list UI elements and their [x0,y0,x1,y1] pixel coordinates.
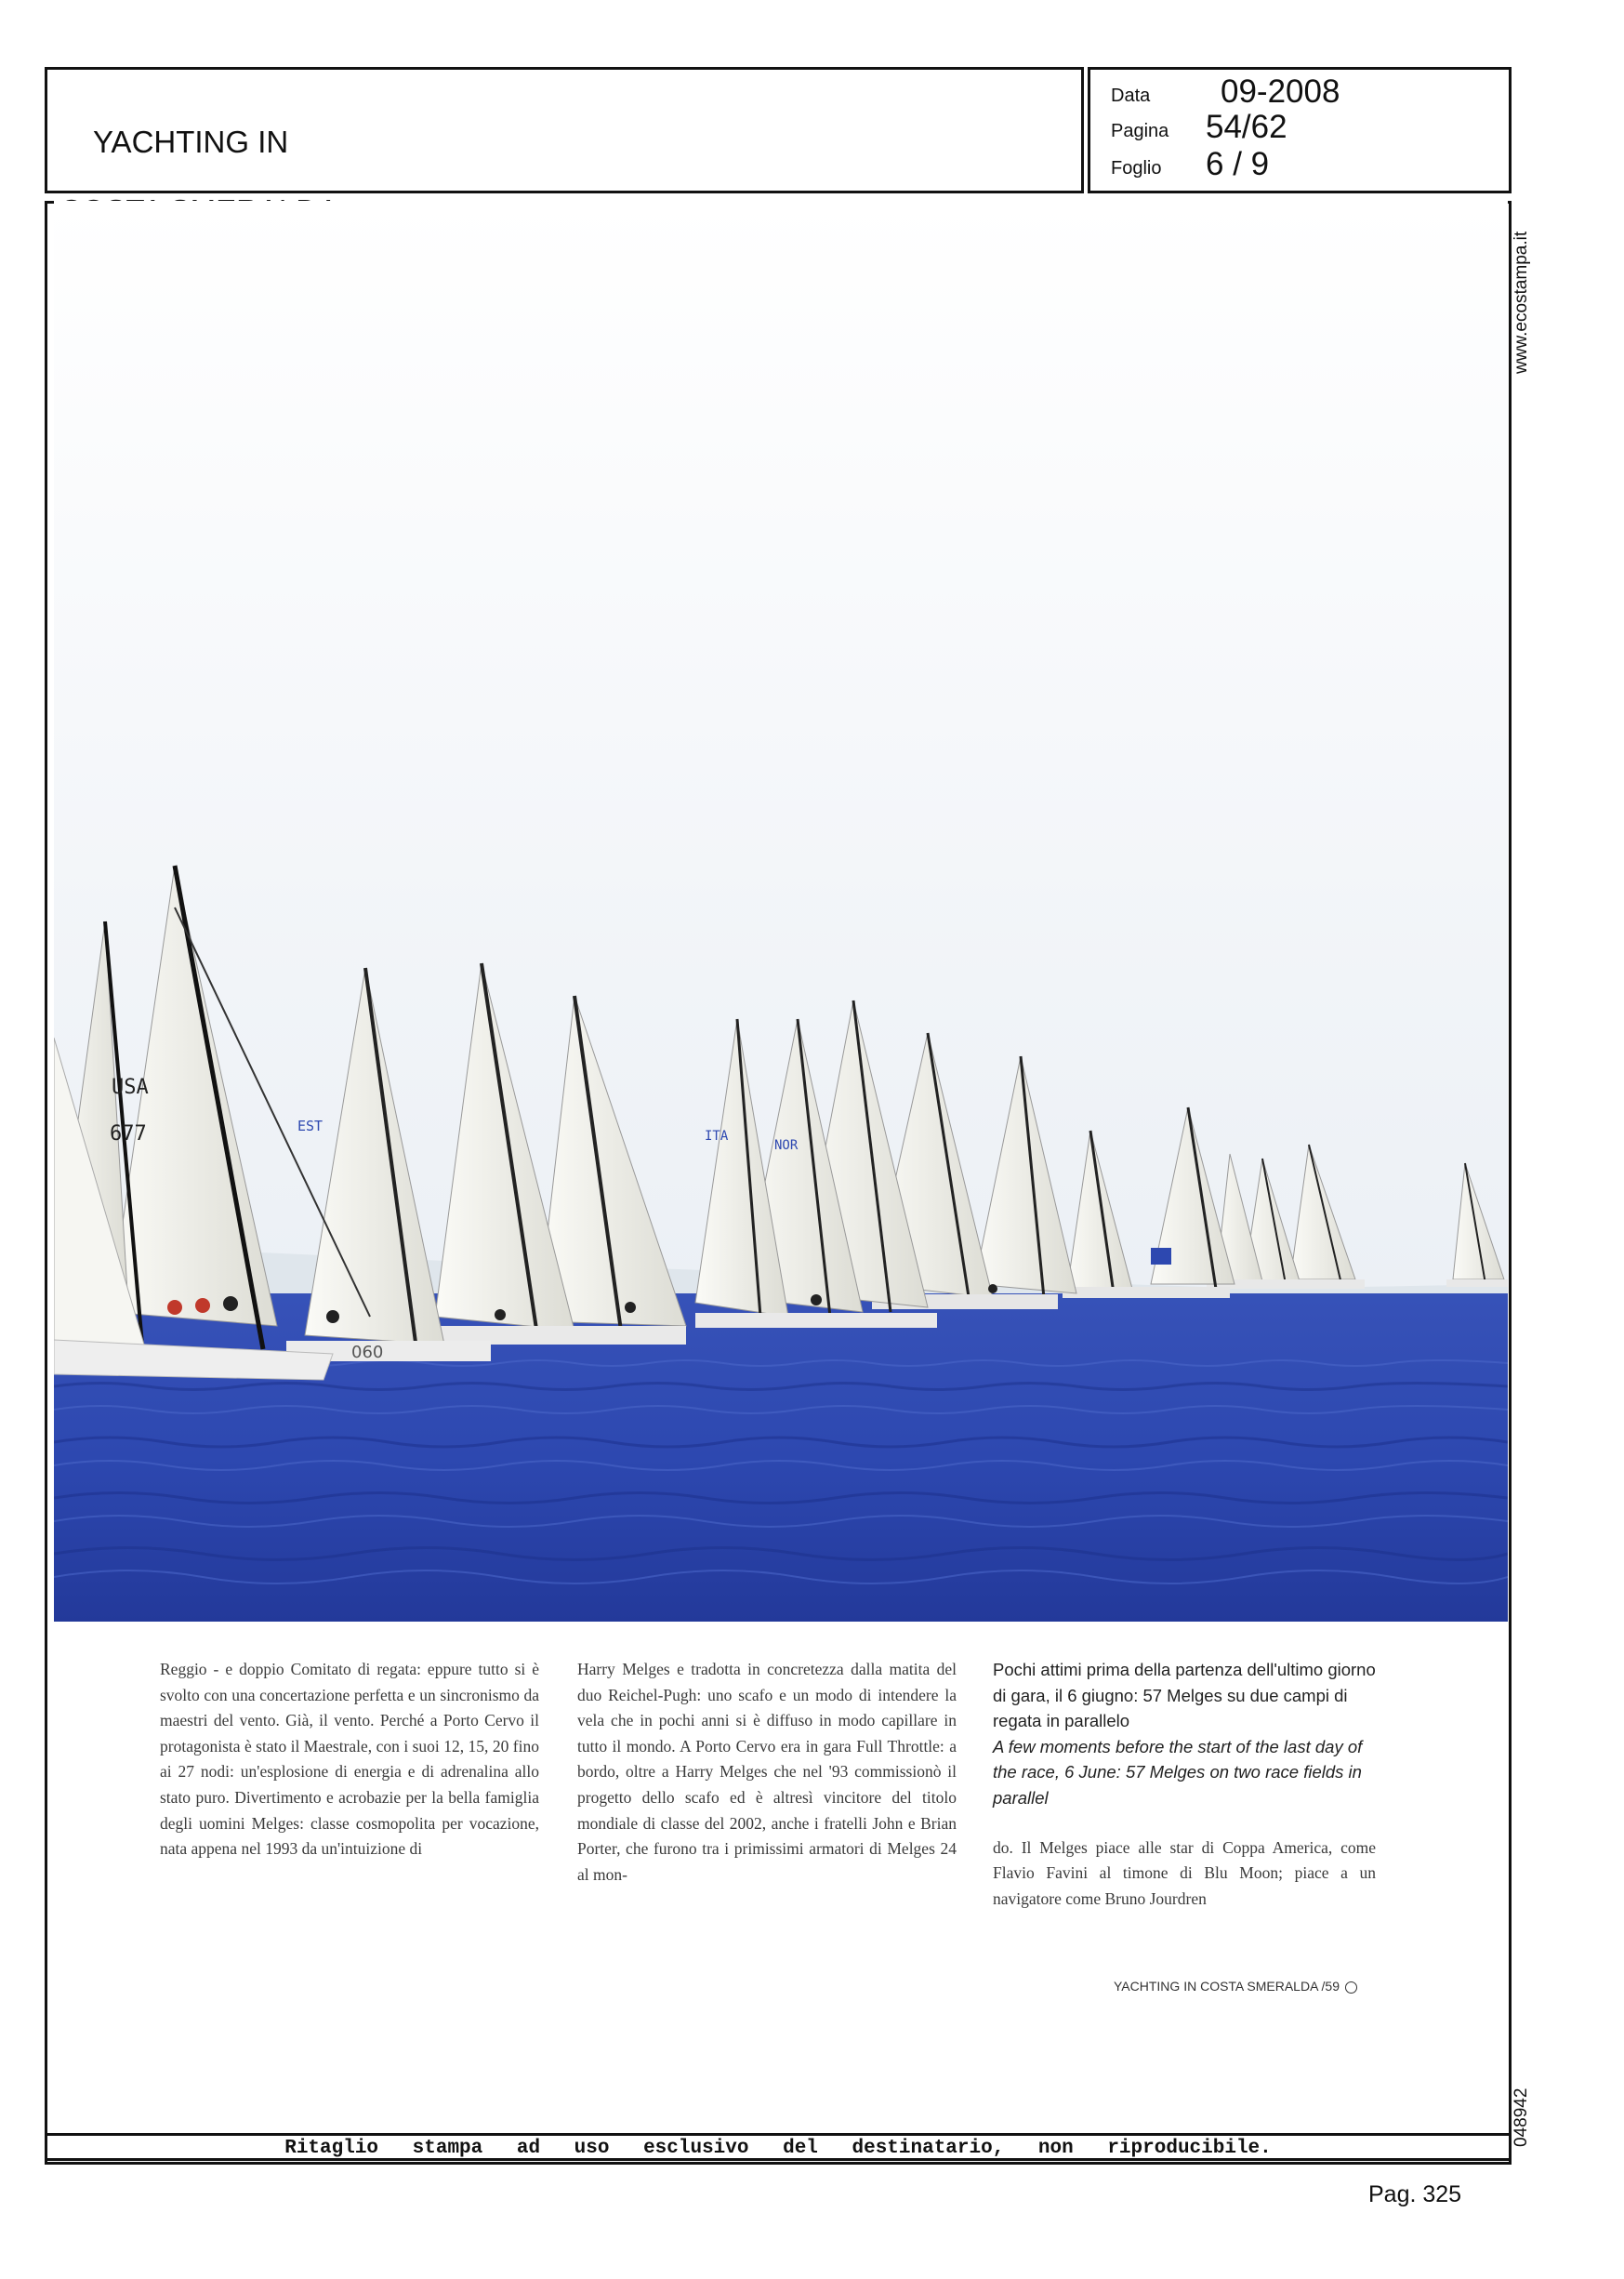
article-column-2 [577,1657,957,1888]
sea [54,1293,1508,1622]
circle-icon [1345,1981,1357,1994]
publication-title-line1: YACHTING IN [93,125,289,159]
side-url-text: www.ecostampa.it [1512,231,1531,374]
regatta-photo [54,201,1508,1622]
meta-page-value: 54/62 [1206,109,1287,145]
side-code [1508,2069,1545,2153]
meta-sheet-value: 6 / 9 [1206,146,1270,182]
article-column-1 [160,1657,539,1862]
page-folio-text: YACHTING IN COSTA SMERALDA /59 [1114,1979,1340,1994]
footer-notice-bar [45,2133,1512,2165]
meta-date [1111,75,1501,111]
article-column-3 [993,1657,1376,1912]
article-column-2-text: Harry Melges e tradotta in concretezza dalla matita del duo Reichel-Pugh: uno scafo e un modo di intendere la vela che in pochi anni si è diffuso in modo capillare in tutto il mondo. A Porto Cervo era in gara Full Throttle: a bordo, oltre a Harry Melges che nel '93 commissionò il progetto dello scafo ed è altresì vincitore del titolo mondiale di classe del 2002, anche i fratelli John e Brian Porter, che furono tra i primissimi armatori di Melges 24 al mon- [577,1660,957,1884]
sail-number-est: EST [297,1118,323,1134]
meta-page [1111,111,1501,146]
page-number: Pag. 325 [1368,2181,1462,2207]
meta-date-label: Data [1111,86,1151,106]
sail-number-nor: NOR [774,1138,799,1153]
side-url [1508,216,1545,383]
photo-caption-english: A few moments before the start of the last day of the race, 6 June: 57 Melges on two race fields in parallel [993,1736,1363,1808]
article-column-3-text: do. Il Melges piace alle star di Coppa America, come Flavio Favini al timone di Blu Moon; piace a un navigatore come Bruno Jourdren [993,1837,1376,1908]
article-column-1-text: Reggio - e doppio Comitato di regata: eppure tutto si è svolto con una concertazione perfetta e un sincronismo da maestri del vento. Già, il vento. Perché a Porto Cervo il protagonista è stato il Maestrale, con i suoi 12, 15, 20 fino ai 27 nodi: un'esplosione di energia e di adrenalina allo stato puro. Divertimento e acrobazie per la bella famiglia degli uomini Melges: classe cosmopolita per vocazione, nata appena nel 1993 da un'intuizione di [160,1660,539,1859]
bow-number: 060 [351,1343,384,1362]
photo-caption-italian: Pochi attimi prima della partenza dell'ultimo giorno di gara, il 6 giugno: 57 Melges su due campi di regata in parallelo [993,1660,1376,1731]
metadata-box [1088,67,1512,193]
sail-number-677: 677 [110,1122,147,1146]
meta-page-label: Pagina [1111,121,1169,141]
meta-sheet [1111,148,1501,183]
sail-number-usa: USA [112,1076,149,1099]
side-code-text: 048942 [1512,2087,1531,2147]
sail-number-ita: ITA [705,1129,729,1144]
publication-header [45,67,1084,193]
regatta-photo-illustration [54,201,1508,1622]
page-folio [1114,1979,1357,1994]
meta-date-value: 09-2008 [1221,73,1340,110]
footer-notice: Ritaglio stampa ad uso esclusivo del destinatario, non riproducibile. [284,2138,1272,2159]
meta-sheet-label: Foglio [1111,158,1162,179]
